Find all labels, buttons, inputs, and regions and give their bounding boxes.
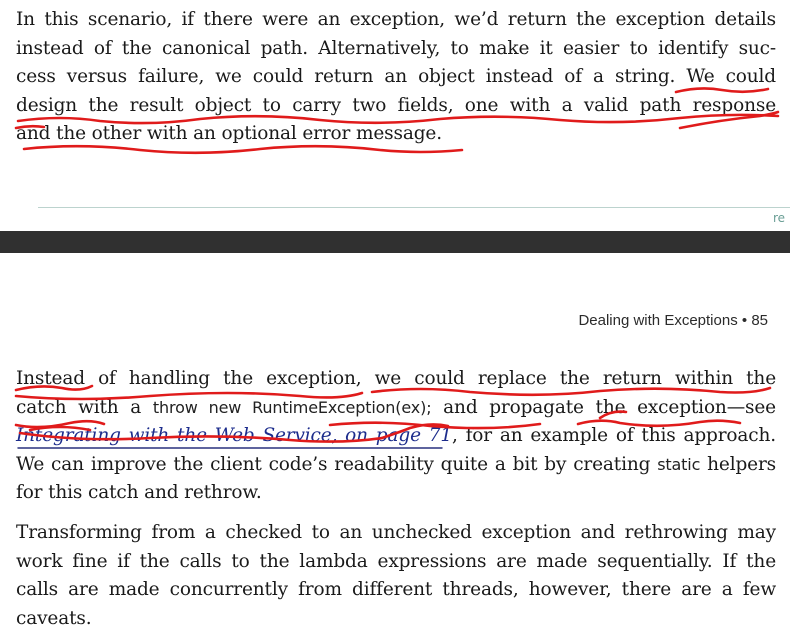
- paragraph-line: Transforming from a checked to an unchecked exception and rethrowing may: [16, 522, 776, 543]
- top-paragraph-line: instead of the canonical path. Alternatively, to make it easier to identify suc-: [16, 37, 776, 59]
- paragraph-line: caveats.: [16, 607, 92, 629]
- top-paragraph-line: In this scenario, if there were an exception, we’d return the exception details: [16, 9, 776, 30]
- paragraph-line: calls are made concurrently from different threads, however, there are a few: [16, 579, 776, 601]
- paragraph-line: [16, 422, 776, 451]
- text-run: helpers: [700, 453, 776, 475]
- footer-cutoff-text: re: [773, 211, 786, 225]
- text-run: We can improve the client code’s readability quite a bit by creating: [16, 453, 658, 475]
- body-paragraph-2: [16, 519, 776, 633]
- text-run: and propagate the exception—see: [431, 396, 776, 418]
- top-paragraph-line: and the other with an optional error message.: [16, 123, 442, 145]
- body-paragraph-1: [16, 365, 776, 508]
- page-number: 85: [751, 312, 768, 329]
- running-head-bullet: •: [741, 312, 748, 329]
- page-footer-rule: [38, 207, 790, 208]
- cross-reference-link[interactable]: Integrating with the Web Service, on page 71: [16, 425, 452, 447]
- top-paragraph-line: cess versus failure, we could return an object instead of a string. We could: [16, 66, 776, 88]
- top-paragraph: [16, 6, 776, 149]
- top-paragraph-line: design the result object to carry two fields, one with a valid path response: [16, 94, 776, 116]
- paragraph-line: [16, 394, 776, 423]
- page-break-band: [0, 231, 790, 253]
- running-head: [578, 312, 768, 329]
- paragraph-line: Instead of handling the exception, we could replace the return within the: [16, 368, 776, 389]
- running-head-title: Dealing with Exceptions: [578, 312, 738, 329]
- inline-code: static: [657, 454, 701, 474]
- inline-code: throw new RuntimeException(ex);: [152, 397, 432, 417]
- paragraph-line: [16, 451, 776, 480]
- paragraph-line: for this catch and rethrow.: [16, 482, 262, 504]
- text-run: , for an example of this approach.: [451, 425, 776, 447]
- paragraph-line: work fine if the calls to the lambda expressions are made sequentially. If the: [16, 550, 776, 572]
- text-run: catch with a: [16, 396, 153, 418]
